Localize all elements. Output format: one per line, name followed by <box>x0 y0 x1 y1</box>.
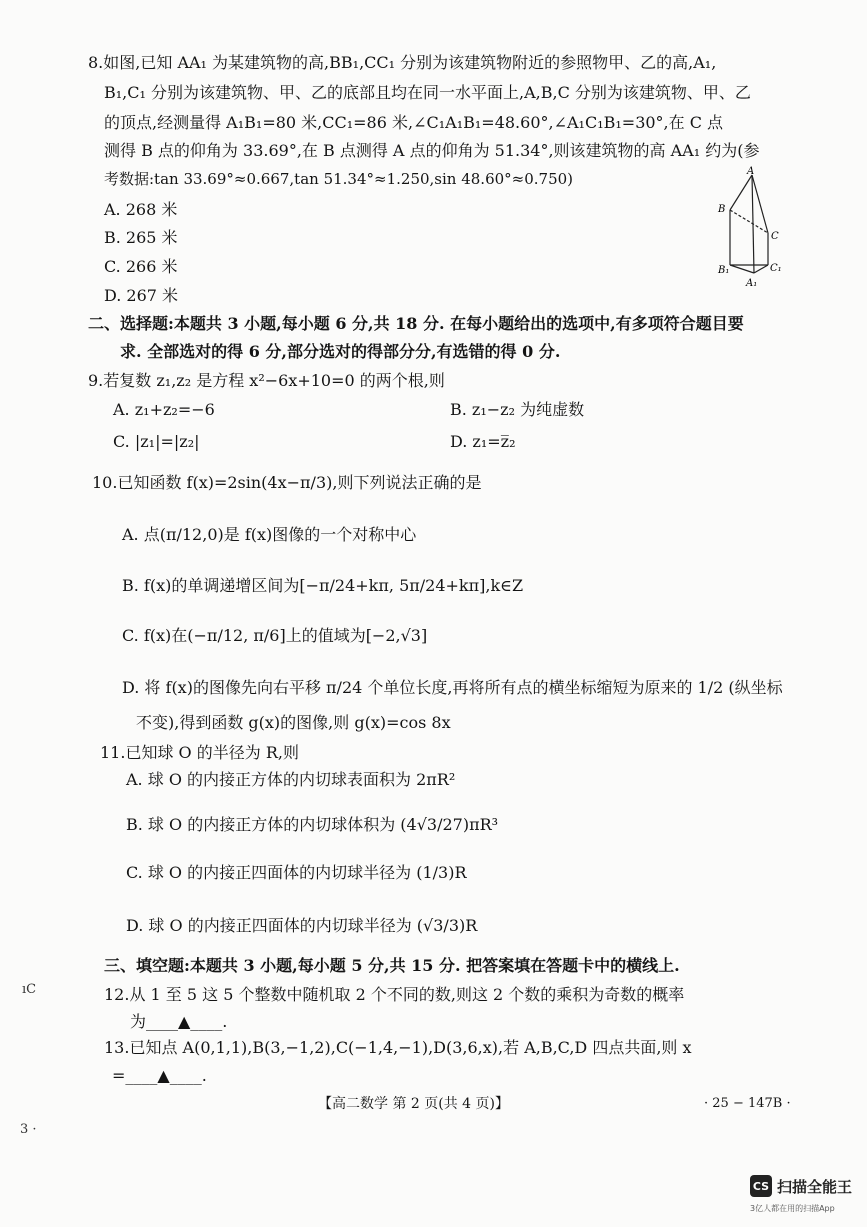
figure-label-b1: B₁ <box>718 265 730 276</box>
q8-option-b: B. 265 米 <box>104 228 178 247</box>
scanner-app-name: 扫描全能王 <box>777 1177 853 1196</box>
q9-option-a: A. z₁+z₂=−6 <box>113 400 215 419</box>
figure-label-b: B <box>718 204 726 215</box>
figure-label-c: C <box>771 231 779 242</box>
q13-line1: 13.已知点 A(0,1,1),B(3,−1,2),C(−1,4,−1),D(3,6,x),若 A,B,C,D 四点共面,则 x <box>104 1038 692 1057</box>
section2-line1: 二、选择题:本题共 3 小题,每小题 6 分,共 18 分. 在每小题给出的选项中,有多项符合题目要 <box>88 314 744 333</box>
figure-label-c1: C₁ <box>770 263 782 274</box>
q11-option-d: D. 球 O 的内接正四面体的内切球半径为 (√3/3)R <box>126 916 478 935</box>
margin-mark-bottom: 3 · <box>20 1122 37 1137</box>
scanner-watermark <box>750 1175 852 1197</box>
q9-option-b: B. z₁−z₂ 为纯虚数 <box>450 400 585 419</box>
q11-stem: 11.已知球 O 的半径为 R,则 <box>100 743 299 762</box>
page-footer: 【高二数学 第 2 页(共 4 页)】 <box>318 1096 509 1112</box>
q11-option-a: A. 球 O 的内接正方体的内切球表面积为 2πR² <box>126 770 456 789</box>
section2-line2: 求. 全部选对的得 6 分,部分选对的得部分分,有选错的得 0 分. <box>120 342 561 361</box>
figure-label-a: A <box>747 166 755 177</box>
section3-line1: 三、填空题:本题共 3 小题,每小题 5 分,共 15 分. 把答案填在答题卡中的横线上. <box>104 956 680 975</box>
q9-option-c: C. |z₁|=|z₂| <box>113 432 200 451</box>
figure-label-a1: A₁ <box>746 278 758 289</box>
q8-line1: 8.如图,已知 AA₁ 为某建筑物的高,BB₁,CC₁ 分别为该建筑物附近的参照物甲、乙的高,A₁, <box>88 53 717 72</box>
q10-option-b: B. f(x)的单调递增区间为[−π/24+kπ, 5π/24+kπ],k∈Z <box>122 576 524 595</box>
q8-line4: 测得 B 点的仰角为 33.69°,在 B 点测得 A 点的仰角为 51.34°,则该建筑物的高 AA₁ 约为(参 <box>104 141 760 160</box>
q9-option-d: D. z₁=z̅₂ <box>450 432 516 451</box>
q10-option-c: C. f(x)在(−π/12, π/6]上的值域为[−2,√3] <box>122 626 428 645</box>
scanner-logo-icon: CS <box>750 1175 772 1197</box>
q10-option-d-line1: D. 将 f(x)的图像先向右平移 π/24 个单位长度,再将所有点的横坐标缩短为原来的 1/2 (纵坐标 <box>122 678 783 697</box>
q8-option-a: A. 268 米 <box>104 200 178 219</box>
q8-option-d: D. 267 米 <box>104 286 179 305</box>
q8-line5: 考数据:tan 33.69°≈0.667,tan 51.34°≈1.250,sin 48.60°≈0.750) <box>104 170 574 188</box>
q10-stem: 10.已知函数 f(x)=2sin(4x−π/3),则下列说法正确的是 <box>92 473 482 492</box>
q13-answer-blank: =____▲____. <box>112 1066 207 1085</box>
q9-stem: 9.若复数 z₁,z₂ 是方程 x²−6x+10=0 的两个根,则 <box>88 371 445 390</box>
scanner-tagline: 3亿人都在用的扫描App <box>750 1204 835 1213</box>
q11-option-b: B. 球 O 的内接正方体的内切球体积为 (4√3/27)πR³ <box>126 815 499 834</box>
q10-option-d-line2: 不变),得到函数 g(x)的图像,则 g(x)=cos 8x <box>136 713 451 732</box>
q10-option-a: A. 点(π/12,0)是 f(x)图像的一个对称中心 <box>122 525 417 544</box>
margin-mark-top: ıC <box>22 982 37 997</box>
exam-code: · 25 − 147B · <box>704 1096 791 1111</box>
q11-option-c: C. 球 O 的内接正四面体的内切球半径为 (1/3)R <box>126 863 467 882</box>
q12-line1: 12.从 1 至 5 这 5 个整数中随机取 2 个不同的数,则这 2 个数的乘积为奇数的概率 <box>104 985 685 1004</box>
q8-option-c: C. 266 米 <box>104 257 178 276</box>
q12-answer-blank: 为____▲____. <box>130 1012 228 1031</box>
q8-line2: B₁,C₁ 分别为该建筑物、甲、乙的底部且均在同一水平面上,A,B,C 分别为该建筑物、甲、乙 <box>104 83 751 102</box>
building-figure <box>710 165 790 290</box>
q8-line3: 的顶点,经测量得 A₁B₁=80 米,CC₁=86 米,∠C₁A₁B₁=48.60°,∠A₁C₁B₁=30°,在 C 点 <box>104 113 724 132</box>
